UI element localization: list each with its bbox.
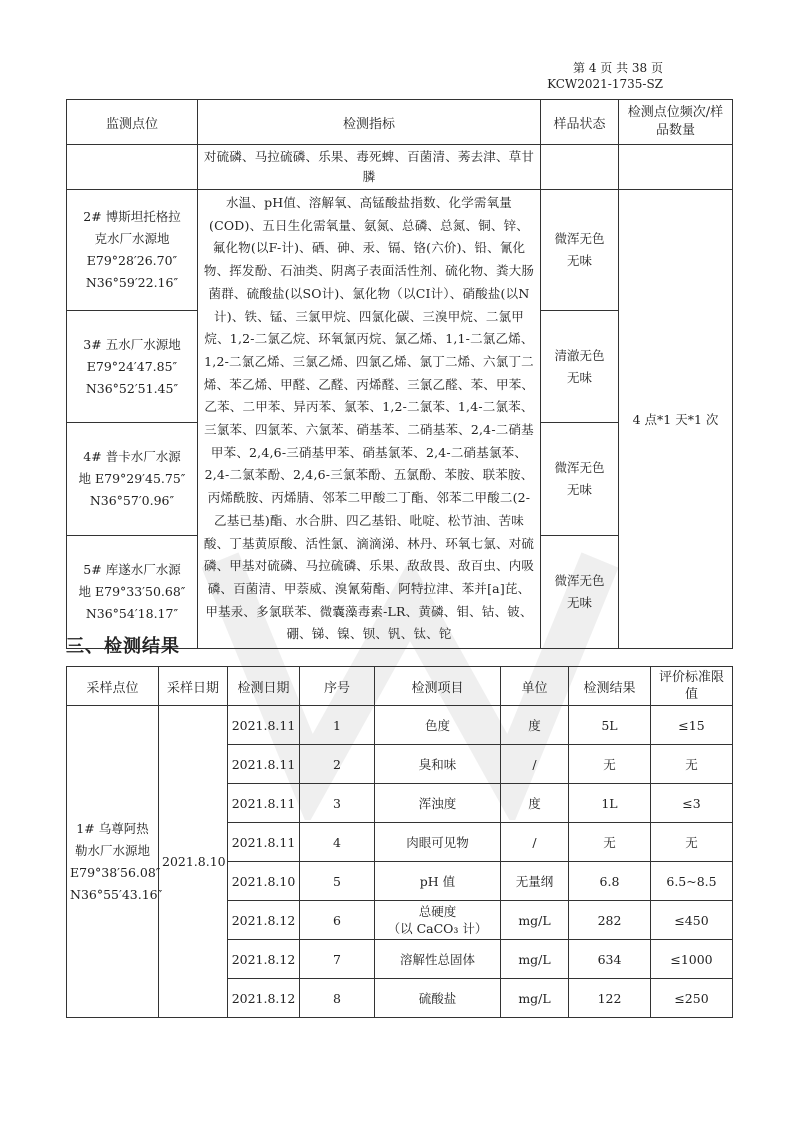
header-cell: 监测点位: [67, 100, 198, 145]
seq-cell: 7: [300, 940, 375, 979]
test-item-cell: 硫酸盐: [375, 979, 501, 1018]
result-cell: 无: [569, 823, 651, 862]
site-cell: 2# 博斯坦托格拉 克水厂水源地 E79°28′26.70″ N36°59′22.16″: [67, 190, 198, 311]
test-date-cell: 2021.8.11: [228, 784, 300, 823]
header-cell: 检测点位频次/样品数量: [619, 100, 733, 145]
header-cell: 样品状态: [541, 100, 619, 145]
header-cell: 序号: [300, 667, 375, 706]
unit-cell: /: [501, 745, 569, 784]
result-cell: 5L: [569, 706, 651, 745]
test-results-table: [66, 666, 733, 1018]
limit-cell: ≤3: [651, 784, 733, 823]
table-row: [67, 706, 733, 745]
test-item-cell: 浑浊度: [375, 784, 501, 823]
test-item-cell: 臭和味: [375, 745, 501, 784]
sampling-site-cell: 1# 乌尊阿热 勒水厂水源地 E79°38′56.08″ N36°55′43.16″: [67, 706, 159, 1018]
table-header-row: [67, 100, 733, 145]
result-cell: 6.8: [569, 862, 651, 901]
test-date-cell: 2021.8.12: [228, 940, 300, 979]
result-cell: 1L: [569, 784, 651, 823]
limit-cell: ≤15: [651, 706, 733, 745]
sample-state-cell: 微浑无色 无味: [541, 535, 619, 648]
unit-cell: 无量纲: [501, 862, 569, 901]
header-cell: 单位: [501, 667, 569, 706]
table-header-row: [67, 667, 733, 706]
page-number: 第 4 页 共 38 页: [573, 61, 663, 75]
seq-cell: 3: [300, 784, 375, 823]
limit-cell: ≤1000: [651, 940, 733, 979]
test-item-cell: 总硬度 （以 CaCO₃ 计）: [375, 901, 501, 940]
unit-cell: mg/L: [501, 979, 569, 1018]
test-item-cell: pH 值: [375, 862, 501, 901]
unit-cell: 度: [501, 784, 569, 823]
test-date-cell: 2021.8.11: [228, 823, 300, 862]
header-cell: 检测日期: [228, 667, 300, 706]
indicators-cell: 水温、pH值、溶解氧、高锰酸盐指数、化学需氧量(COD)、五日生化需氧量、氨氮、总磷、总氮、铜、锌、氟化物(以F-计)、硒、砷、汞、镉、铬(六价)、铅、氰化物、挥发酚、石油类、阴离子表面活性剂、硫化物、粪大肠菌群、硫酸盐(以SO计)、氯化物（以CI计）、硝酸盐(以N计)、铁、锰、三氯甲烷、四氯化碳、三溴甲烷、二氯甲烷、1,2-二氯乙烷、环氧氯丙烷、氯乙烯、1,1-二氯乙烯、1,2-二氯乙烯、三氯乙烯、四氯乙烯、氯丁二烯、六氯丁二烯、苯乙烯、甲醛、乙醛、丙烯醛、三氯乙醛、苯、甲苯、乙苯、二甲苯、异丙苯、氯苯、1,2-二氯苯、1,4-二氯苯、三氯苯、四氯苯、六氯苯、硝基苯、二硝基苯、2,4-二硝基甲苯、2,4,6-三硝基甲苯、硝基氯苯、2,4-二硝基氯苯、2,4-二氯苯酚、2,4,6-三氯苯酚、五氯酚、苯胺、联苯胺、丙烯酰胺、丙烯腈、邻苯二甲酸二丁酯、邻苯二甲酸二(2-乙基已基)酯、水合肼、四乙基铅、吡啶、松节油、苦味酸、丁基黄原酸、活性氯、滴滴涕、林丹、环氧七氯、对硫磷、甲基对硫磷、马拉硫磷、乐果、敌敌畏、敌百虫、内吸磷、百菌清、甲萘威、溴氰菊酯、阿特拉津、苯并[a]芘、甲基汞、多氯联苯、微囊藻毒素-LR、黄磷、钼、钴、铍、硼、锑、镍、钡、钒、钛、铊: [198, 190, 541, 649]
header-cell: 采样日期: [159, 667, 228, 706]
report-code: KCW2021-1735-SZ: [547, 77, 663, 91]
test-item-cell: 溶解性总固体: [375, 940, 501, 979]
unit-cell: mg/L: [501, 940, 569, 979]
limit-cell: ≤250: [651, 979, 733, 1018]
test-item-cell: 色度: [375, 706, 501, 745]
site-cell: 5# 库遂水厂水源 地 E79°33′50.68″ N36°54′18.17″: [67, 535, 198, 648]
sample-date-cell: 2021.8.10: [159, 706, 228, 1018]
limit-cell: 无: [651, 745, 733, 784]
test-item-cell: 肉眼可见物: [375, 823, 501, 862]
test-date-cell: 2021.8.12: [228, 979, 300, 1018]
header-cell: 检测项目: [375, 667, 501, 706]
seq-cell: 4: [300, 823, 375, 862]
result-cell: 282: [569, 901, 651, 940]
seq-cell: 6: [300, 901, 375, 940]
sample-state-cell: 微浑无色 无味: [541, 422, 619, 535]
section-title: 三、检测结果: [66, 636, 180, 657]
test-date-cell: 2021.8.11: [228, 706, 300, 745]
limit-cell: 无: [651, 823, 733, 862]
unit-cell: 度: [501, 706, 569, 745]
limit-cell: 6.5~8.5: [651, 862, 733, 901]
seq-cell: 5: [300, 862, 375, 901]
result-cell: 无: [569, 745, 651, 784]
indicator-continuation: 对硫磷、马拉硫磷、乐果、毒死蜱、百菌清、莠去津、草甘膦: [198, 145, 541, 190]
result-cell: 122: [569, 979, 651, 1018]
seq-cell: 1: [300, 706, 375, 745]
table-row: [67, 145, 733, 190]
test-date-cell: 2021.8.12: [228, 901, 300, 940]
site-cell: 3# 五水厂水源地 E79°24′47.85″ N36°52′51.45″: [67, 311, 198, 422]
sample-state-cell: 微浑无色 无味: [541, 190, 619, 311]
seq-cell: 8: [300, 979, 375, 1018]
unit-cell: mg/L: [501, 901, 569, 940]
header-cell: 采样点位: [67, 667, 159, 706]
seq-cell: 2: [300, 745, 375, 784]
header-cell: 检测指标: [198, 100, 541, 145]
monitoring-items-table: [66, 99, 733, 649]
test-date-cell: 2021.8.11: [228, 745, 300, 784]
sample-state-cell: 清澈无色 无味: [541, 311, 619, 422]
test-date-cell: 2021.8.10: [228, 862, 300, 901]
table-row: [67, 190, 733, 311]
page-header: [547, 60, 663, 92]
header-cell: 评价标准限值: [651, 667, 733, 706]
header-cell: 检测结果: [569, 667, 651, 706]
limit-cell: ≤450: [651, 901, 733, 940]
unit-cell: /: [501, 823, 569, 862]
site-cell: 4# 普卡水厂水源 地 E79°29′45.75″ N36°57′0.96″: [67, 422, 198, 535]
frequency-cell: 4 点*1 天*1 次: [619, 190, 733, 649]
result-cell: 634: [569, 940, 651, 979]
